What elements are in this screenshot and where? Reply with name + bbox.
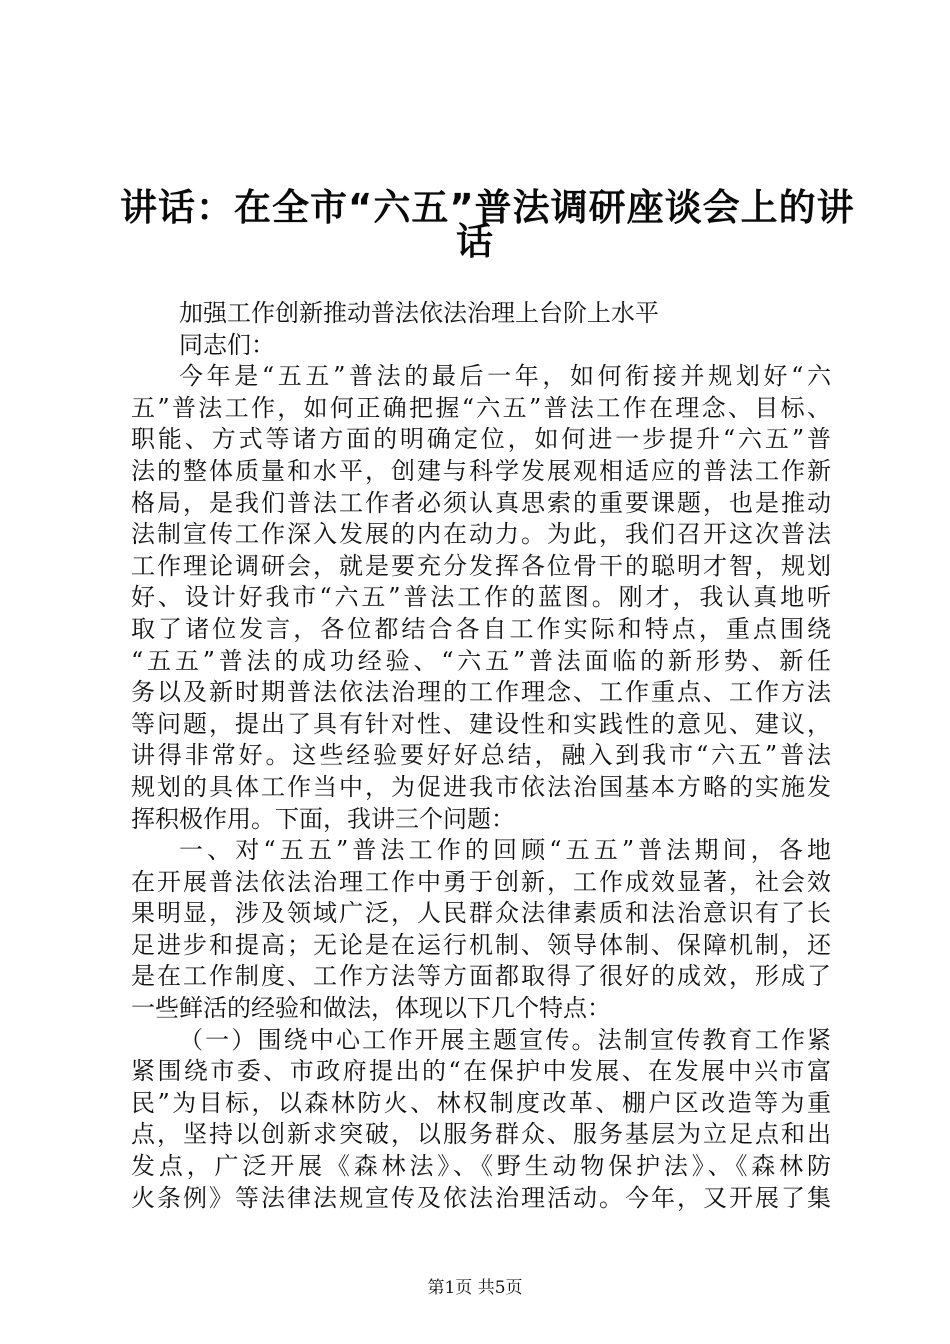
body-line: 火条例》等法律法规宣传及依法治理活动。今年，又开展了集 [131, 1183, 831, 1212]
body-line: 今年是“五五”普法的最后一年，如何衔接并规划好“六 [179, 362, 831, 391]
body-line: “五五”普法的成功经验、“六五”普法面临的新形势、新任 [131, 646, 831, 675]
body-line: 是在工作制度、工作方法等方面都取得了很好的成效，形成了 [131, 962, 831, 991]
body-line: 工作理论调研会，就是要充分发挥各位骨干的聪明才智，规划 [131, 551, 831, 580]
body-line: 职能、方式等诸方面的明确定位，如何进一步提升“六五”普 [131, 425, 831, 454]
section-heading-line: 一、对“五五”普法工作的回顾“五五”普法期间，各地 [179, 836, 831, 865]
body-line: 点，坚持以创新求突破，以服务群众、服务基层为立足点和出 [131, 1120, 831, 1149]
body-line: 等问题，提出了具有针对性、建设性和实践性的意见、建议， [131, 709, 831, 738]
body-line: 好、设计好我市“六五”普法工作的蓝图。刚才，我认真地听 [131, 583, 831, 612]
subtitle: 加强工作创新推动普法依法治理上台阶上水平 [179, 299, 659, 327]
body-line: 一些鲜活的经验和做法，体现以下几个特点： [131, 994, 611, 1023]
body-line: 务以及新时期普法依法治理的工作理念、工作重点、工作方法 [131, 678, 831, 707]
body-line: 法制宣传工作深入发展的内在动力。为此，我们召开这次普法 [131, 520, 831, 549]
body-line: 规划的具体工作当中，为促进我市依法治国基本方略的实施发 [131, 772, 831, 801]
body-line: 紧围绕市委、市政府提出的“在保护中发展、在发展中兴市富 [131, 1057, 831, 1086]
salutation: 同志们： [179, 330, 275, 359]
body-line: 果明显，涉及领域广泛，人民群众法律素质和法治意识有了长 [131, 899, 831, 928]
document-title-line-1: 讲话：在全市“六五”普法调研座谈会上的讲 [120, 186, 855, 229]
body-line: 五”普法工作，如何正确把握“六五”普法工作在理念、目标、 [131, 393, 831, 422]
body-line: 在开展普法依法治理工作中勇于创新，工作成效显著，社会效 [131, 867, 831, 896]
body-line: 取了诸位发言，各位都结合各自工作实际和特点，重点围绕 [131, 614, 831, 643]
body-line: 发点，广泛开展《森林法》、《野生动物保护法》、《森林防 [131, 1152, 831, 1181]
body-line: 讲得非常好。这些经验要好好总结，融入到我市“六五”普法 [131, 741, 831, 770]
body-line: 格局，是我们普法工作者必须认真思索的重要课题，也是推动 [131, 488, 831, 517]
body-line: 民”为目标，以森林防火、林权制度改革、棚户区改造等为重 [131, 1088, 831, 1117]
document-title-line-2: 话 [456, 220, 494, 263]
subsection-heading-line: （一）围绕中心工作开展主题宣传。法制宣传教育工作紧 [179, 1025, 831, 1054]
document-body [131, 298, 831, 1214]
page-footer: 第1页 共5页 [427, 1278, 523, 1298]
body-line: 足进步和提高；无论是在运行机制、领导体制、保障机制，还 [131, 930, 831, 959]
body-line: 法的整体质量和水平，创建与科学发展观相适应的普法工作新 [131, 456, 831, 485]
body-line: 挥积极作用。下面，我讲三个问题： [131, 804, 515, 833]
